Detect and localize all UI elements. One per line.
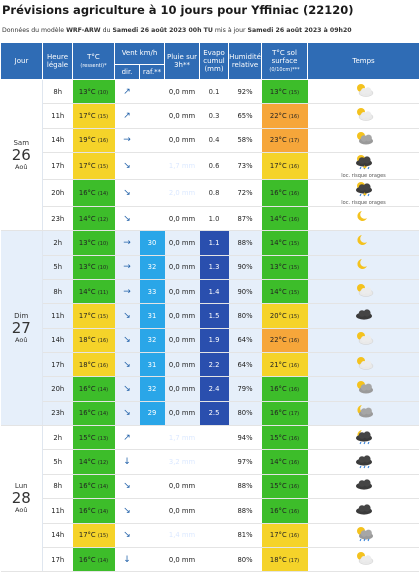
rain-cell: 0,0 mm: [165, 353, 200, 377]
header-weather: Temps: [308, 43, 419, 80]
table-row: [1, 231, 419, 255]
humidity-cell: 79%: [229, 377, 262, 401]
evapo-cell: 3.1: [200, 523, 229, 547]
rain-cell: 0,0 mm: [165, 328, 200, 352]
header-wind-dir: dir.: [115, 65, 140, 80]
day-label: Sam 26 Aoû: [1, 80, 43, 231]
rain-cell: 1,7 mm: [165, 426, 200, 450]
weather-cell: [308, 377, 419, 401]
evapo-cell: 1.9: [200, 328, 229, 352]
weather-cell: [308, 450, 419, 474]
hour-cell: 14h: [43, 128, 73, 152]
humidity-cell: 80%: [229, 304, 262, 328]
weather-cell: [308, 80, 419, 104]
soil-temp-cell: 22°C (16): [262, 328, 308, 352]
temp-cell: 19°C (16): [73, 128, 115, 152]
humidity-cell: 88%: [229, 499, 262, 523]
subtitle-text: mis à jour: [212, 27, 248, 34]
soil-temp-cell: 14°C (16): [262, 450, 308, 474]
soil-temp-cell: 18°C (17): [262, 547, 308, 571]
gust-cell: 27: [140, 180, 165, 207]
evapo-cell: 2.6: [200, 450, 229, 474]
subtitle-text: Données du modèle: [2, 27, 67, 34]
rain-cell: 2,0 mm: [165, 180, 200, 207]
rain-cell: 1,4 mm: [165, 523, 200, 547]
evapo-cell: 0.4: [200, 128, 229, 152]
rain-cell: 0,0 mm: [165, 104, 200, 128]
wind-direction-icon: ↘: [115, 180, 140, 207]
evapo-cell: 1.3: [200, 255, 229, 279]
weather-cell: [308, 328, 419, 352]
gust-cell: 32: [140, 377, 165, 401]
weather-sun-cloud-icon: [353, 282, 375, 298]
weather-cloud-dark-icon: [353, 501, 375, 517]
evapo-cell: 0.6: [200, 153, 229, 180]
weather-storm-icon: [353, 153, 375, 169]
wind-direction-icon: ↘: [115, 499, 140, 523]
gust-cell: 32: [140, 255, 165, 279]
temp-cell: 18°C (16): [73, 353, 115, 377]
temp-cell: 18°C (16): [73, 328, 115, 352]
humidity-cell: 81%: [229, 523, 262, 547]
rain-cell: 0,0 mm: [165, 304, 200, 328]
weather-moon-icon: [353, 233, 375, 249]
temp-cell: 17°C (15): [73, 104, 115, 128]
table-row: [1, 255, 419, 279]
subtitle-text: du: [100, 27, 113, 34]
gust-cell: 28: [140, 153, 165, 180]
humidity-cell: 90%: [229, 255, 262, 279]
weather-moon-icon: [353, 209, 375, 225]
gust-cell: 30: [140, 523, 165, 547]
soil-temp-cell: 14°C (15): [262, 231, 308, 255]
soil-temp-cell: 13°C (15): [262, 80, 308, 104]
table-row: [1, 153, 419, 180]
soil-temp-cell: 17°C (16): [262, 523, 308, 547]
wind-direction-icon: ↘: [115, 523, 140, 547]
header-gust: raf.**: [140, 65, 165, 80]
gust-cell: 23: [140, 474, 165, 498]
evapo-cell: 2.5: [200, 401, 229, 425]
humidity-cell: 72%: [229, 180, 262, 207]
gust-cell: 30: [140, 104, 165, 128]
header-temp: T°C (ressenti)*: [73, 43, 115, 80]
rain-cell: 0,0 mm: [165, 499, 200, 523]
hour-cell: 20h: [43, 180, 73, 207]
rain-cell: 0,0 mm: [165, 280, 200, 304]
humidity-cell: 90%: [229, 280, 262, 304]
soil-temp-cell: 23°C (17): [262, 128, 308, 152]
rain-cell: 3,2 mm: [165, 450, 200, 474]
humidity-cell: 65%: [229, 104, 262, 128]
rain-cell: 0,0 mm: [165, 547, 200, 571]
table-row: [1, 401, 419, 425]
soil-temp-cell: 15°C (16): [262, 426, 308, 450]
hour-cell: 5h: [43, 255, 73, 279]
evapo-cell: 2.9: [200, 499, 229, 523]
humidity-cell: 73%: [229, 153, 262, 180]
temp-cell: 13°C (10): [73, 231, 115, 255]
temp-cell: 17°C (15): [73, 304, 115, 328]
weather-cell: [308, 353, 419, 377]
weather-sun-cloud-icon: [353, 82, 375, 98]
evapo-cell: 1.4: [200, 280, 229, 304]
evapo-cell: 1.0: [200, 207, 229, 231]
temp-cell: 14°C (12): [73, 207, 115, 231]
weather-cloud-dark-icon: [353, 306, 375, 322]
rain-cell: 0,0 mm: [165, 207, 200, 231]
table-row: [1, 523, 419, 547]
page-title: Prévisions agriculture à 10 jours pour Yffiniac (22120): [2, 3, 354, 17]
rain-cell: 1,7 mm: [165, 153, 200, 180]
wind-direction-icon: ↘: [115, 328, 140, 352]
gust-cell: 30: [140, 231, 165, 255]
soil-temp-cell: 16°C (17): [262, 401, 308, 425]
weather-rain-icon: [353, 452, 375, 468]
wind-direction-icon: ↘: [115, 353, 140, 377]
weather-cell: [308, 231, 419, 255]
wind-direction-icon: ↗: [115, 426, 140, 450]
weather-cell: [308, 547, 419, 571]
soil-temp-cell: 15°C (16): [262, 474, 308, 498]
forecast-table: [0, 42, 419, 572]
table-row: [1, 207, 419, 231]
weather-note: loc. risque orages: [341, 200, 386, 207]
weather-sun-cloud-icon: [353, 330, 375, 346]
table-row: [1, 499, 419, 523]
hour-cell: 14h: [43, 523, 73, 547]
evapo-cell: 2.7: [200, 474, 229, 498]
hour-cell: 14h: [43, 328, 73, 352]
temp-cell: 14°C (11): [73, 280, 115, 304]
table-row: [1, 328, 419, 352]
wind-direction-icon: ↘: [115, 304, 140, 328]
weather-sun-cloud-icon: [353, 550, 375, 566]
gust-cell: 32: [140, 80, 165, 104]
hour-cell: 8h: [43, 474, 73, 498]
wind-direction-icon: ↘: [115, 153, 140, 180]
evapo-cell: 3.3: [200, 547, 229, 571]
weather-cloud-dark-icon: [353, 476, 375, 492]
rain-cell: 0,0 mm: [165, 80, 200, 104]
temp-cell: 16°C (14): [73, 474, 115, 498]
wind-direction-icon: ↗: [115, 80, 140, 104]
model-info: [2, 27, 352, 34]
weather-cell: [308, 523, 419, 547]
weather-cell: [308, 426, 419, 450]
humidity-cell: 92%: [229, 80, 262, 104]
humidity-cell: 88%: [229, 474, 262, 498]
wind-direction-icon: →: [115, 128, 140, 152]
wind-direction-icon: ↘: [115, 207, 140, 231]
soil-temp-cell: 16°C (16): [262, 377, 308, 401]
temp-cell: 16°C (14): [73, 180, 115, 207]
weather-sun-cloud-icon: [353, 106, 375, 122]
gust-cell: 21: [140, 426, 165, 450]
rain-cell: 0,0 mm: [165, 401, 200, 425]
wind-direction-icon: ↗: [115, 104, 140, 128]
soil-temp-cell: 16°C (16): [262, 499, 308, 523]
humidity-cell: 80%: [229, 401, 262, 425]
table-header: [1, 43, 419, 80]
temp-cell: 14°C (12): [73, 450, 115, 474]
weather-note: loc. risque orages: [341, 173, 386, 180]
hour-cell: 2h: [43, 426, 73, 450]
header-rain: Pluie sur 3h**: [165, 43, 200, 80]
humidity-cell: 94%: [229, 426, 262, 450]
weather-storm-icon: [353, 180, 375, 196]
hour-cell: 11h: [43, 104, 73, 128]
weather-moon-icon: [353, 257, 375, 273]
evapo-cell: 2.6: [200, 426, 229, 450]
gust-cell: 25: [140, 547, 165, 571]
table-row: [1, 547, 419, 571]
soil-temp-cell: 22°C (16): [262, 104, 308, 128]
hour-cell: 5h: [43, 450, 73, 474]
gust-cell: 31: [140, 304, 165, 328]
gust-cell: 17: [140, 450, 165, 474]
temp-cell: 13°C (10): [73, 255, 115, 279]
table-row: [1, 353, 419, 377]
table-row: [1, 474, 419, 498]
gust-cell: 22: [140, 499, 165, 523]
weather-cell: [308, 128, 419, 152]
humidity-cell: 87%: [229, 207, 262, 231]
weather-rain-moon-icon: [353, 428, 375, 444]
temp-cell: 15°C (13): [73, 426, 115, 450]
humidity-cell: 58%: [229, 128, 262, 152]
table-row: [1, 80, 419, 104]
temp-cell: 13°C (10): [73, 80, 115, 104]
soil-temp-cell: 20°C (15): [262, 304, 308, 328]
humidity-cell: 64%: [229, 353, 262, 377]
temp-cell: 16°C (14): [73, 377, 115, 401]
model-name: WRF-ARW: [66, 27, 101, 34]
table-row: [1, 280, 419, 304]
soil-temp-cell: 14°C (15): [262, 280, 308, 304]
rain-cell: 0,0 mm: [165, 474, 200, 498]
table-row: [1, 304, 419, 328]
evapo-cell: 0.8: [200, 180, 229, 207]
gust-cell: 33: [140, 280, 165, 304]
weather-sun-cloud-icon: [353, 355, 375, 371]
wind-direction-icon: →: [115, 255, 140, 279]
run-date: Samedi 26 août 2023 00h TU: [112, 27, 213, 34]
evapo-cell: 2.2: [200, 353, 229, 377]
table-row: [1, 426, 419, 450]
table-body: [1, 80, 419, 572]
weather-cell: [308, 499, 419, 523]
humidity-cell: 88%: [229, 231, 262, 255]
weather-cell: [308, 401, 419, 425]
wind-direction-icon: ↘: [115, 401, 140, 425]
update-date: Samedi 26 août 2023 à 09h20: [247, 27, 352, 34]
evapo-cell: 0.1: [200, 80, 229, 104]
header-wind: Vent km/h: [115, 43, 165, 65]
soil-temp-cell: 14°C (16): [262, 207, 308, 231]
hour-cell: 8h: [43, 280, 73, 304]
soil-temp-cell: 17°C (16): [262, 153, 308, 180]
temp-cell: 16°C (14): [73, 401, 115, 425]
day-label: Dim 27 Aoû: [1, 231, 43, 426]
hour-cell: 23h: [43, 401, 73, 425]
rain-cell: 0,0 mm: [165, 377, 200, 401]
humidity-cell: 64%: [229, 328, 262, 352]
table-row: [1, 180, 419, 207]
weather-sun-rain-icon: [353, 525, 375, 541]
evapo-cell: 1.1: [200, 231, 229, 255]
gust-cell: 25: [140, 207, 165, 231]
temp-cell: 16°C (14): [73, 547, 115, 571]
header-humidity: Humidité relative: [229, 43, 262, 80]
hour-cell: 11h: [43, 304, 73, 328]
table-row: [1, 450, 419, 474]
weather-cell: [308, 304, 419, 328]
wind-direction-icon: →: [115, 231, 140, 255]
rain-cell: 0,0 mm: [165, 255, 200, 279]
temp-cell: 16°C (14): [73, 499, 115, 523]
evapo-cell: 2.4: [200, 377, 229, 401]
humidity-cell: 80%: [229, 547, 262, 571]
weather-sun-cloud-grey-icon: [353, 379, 375, 395]
day-label: Lun 28 Aoû: [1, 426, 43, 572]
weather-sun-cloud-grey-icon: [353, 130, 375, 146]
weather-moon-cloud-icon: [353, 403, 375, 419]
weather-cell: [308, 474, 419, 498]
soil-temp-cell: 13°C (15): [262, 255, 308, 279]
wind-direction-icon: ↓: [115, 450, 140, 474]
wind-direction-icon: ↓: [115, 547, 140, 571]
hour-cell: 11h: [43, 499, 73, 523]
table-row: [1, 128, 419, 152]
hour-cell: 20h: [43, 377, 73, 401]
hour-cell: 17h: [43, 353, 73, 377]
weather-cell: [308, 255, 419, 279]
rain-cell: 0,0 mm: [165, 231, 200, 255]
temp-cell: 17°C (15): [73, 153, 115, 180]
soil-temp-cell: 21°C (16): [262, 353, 308, 377]
header-hour: Heure légale: [43, 43, 73, 80]
humidity-cell: 97%: [229, 450, 262, 474]
evapo-cell: 1.5: [200, 304, 229, 328]
hour-cell: 17h: [43, 153, 73, 180]
gust-cell: 29: [140, 401, 165, 425]
header-evapo: Evapo cumul (mm): [200, 43, 229, 80]
weather-cell: [308, 207, 419, 231]
weather-cell: [308, 153, 419, 180]
header-day: Jour: [1, 43, 43, 80]
gust-cell: 21: [140, 128, 165, 152]
wind-direction-icon: ↘: [115, 377, 140, 401]
temp-cell: 17°C (15): [73, 523, 115, 547]
hour-cell: 8h: [43, 80, 73, 104]
table-row: [1, 104, 419, 128]
weather-cell: [308, 280, 419, 304]
evapo-cell: 0.3: [200, 104, 229, 128]
wind-direction-icon: →: [115, 280, 140, 304]
hour-cell: 17h: [43, 547, 73, 571]
gust-cell: 31: [140, 353, 165, 377]
rain-cell: 0,0 mm: [165, 128, 200, 152]
hour-cell: 2h: [43, 231, 73, 255]
gust-cell: 32: [140, 328, 165, 352]
weather-cell: [308, 180, 419, 207]
wind-direction-icon: ↘: [115, 474, 140, 498]
weather-cell: [308, 104, 419, 128]
hour-cell: 23h: [43, 207, 73, 231]
header-soil-temp: T°C sol surface (0/10cm)***: [262, 43, 308, 80]
soil-temp-cell: 16°C (16): [262, 180, 308, 207]
table-row: [1, 377, 419, 401]
